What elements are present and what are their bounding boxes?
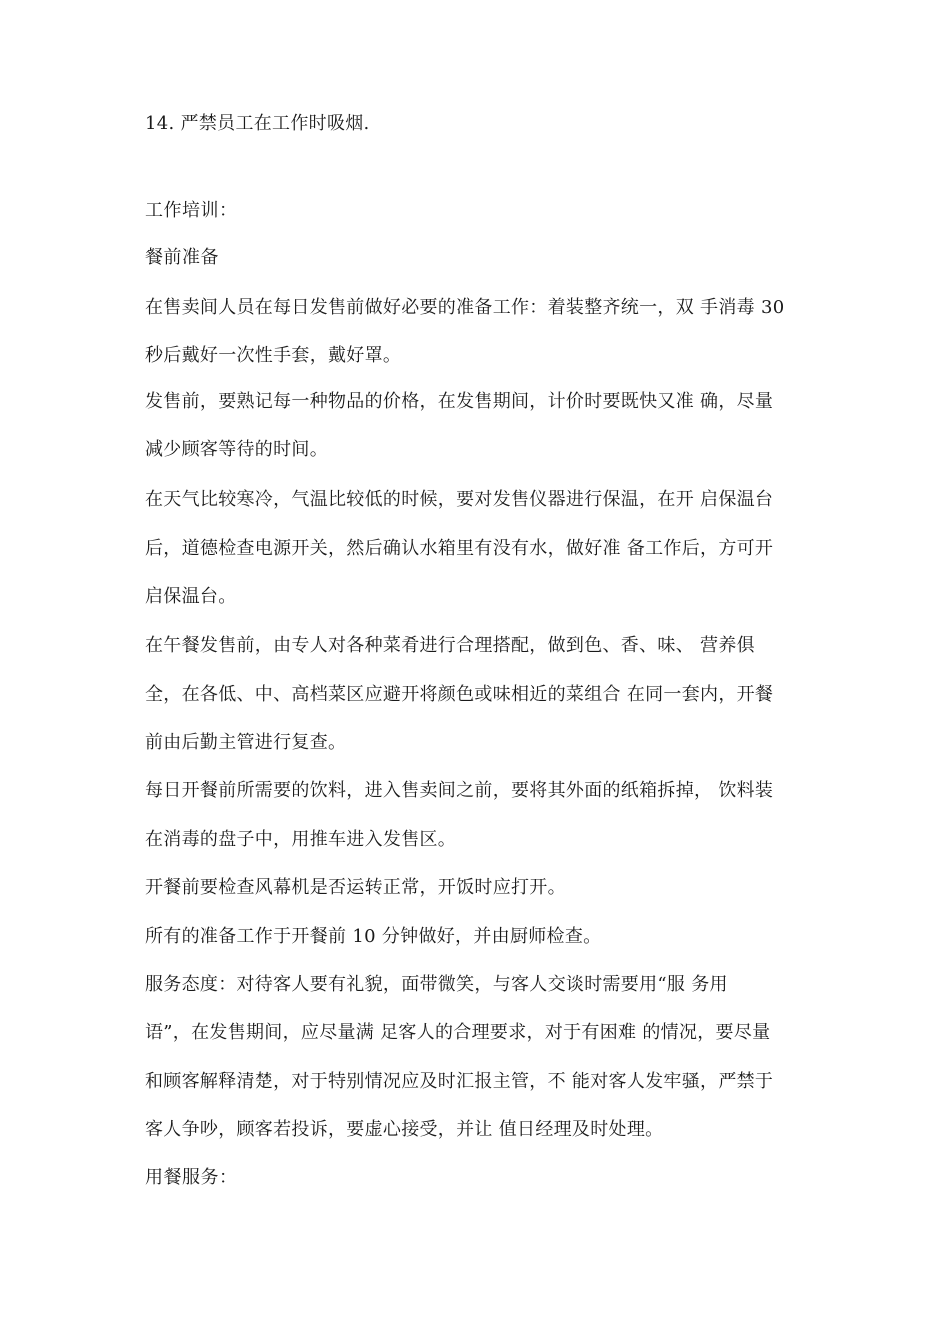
paragraph-4-line-1: 在午餐发售前，由专人对各种菜肴进行合理搭配，做到色、香、味、 营养俱	[145, 635, 755, 656]
rule-item-14: 14. 严禁员工在工作时吸烟.	[145, 113, 370, 134]
section-heading-training: 工作培训：	[145, 200, 238, 221]
section-heading-preparation: 餐前准备	[145, 247, 219, 268]
section-heading-dining-service: 用餐服务：	[145, 1167, 238, 1188]
paragraph-5-line-1: 每日开餐前所需要的饮料，进入售卖间之前，要将其外面的纸箱拆掉， 饮料装	[145, 780, 774, 801]
paragraph-4-line-2: 全，在各低、中、高档菜区应避开将颜色或味相近的菜组合 在同一套内，开餐	[145, 684, 774, 705]
paragraph-3-line-2: 后，道德检查电源开关，然后确认水箱里有没有水，做好准 备工作后，方可开	[145, 538, 774, 559]
paragraph-2-line-2: 减少顾客等待的时间。	[145, 439, 328, 460]
paragraph-3-line-3: 启保温台。	[145, 586, 237, 607]
paragraph-3-line-1: 在天气比较寒冷，气温比较低的时候，要对发售仪器进行保温，在开 启保温台	[145, 489, 774, 510]
paragraph-2-line-1: 发售前，要熟记每一种物品的价格，在发售期间，计价时要既快又准 确，尽量	[145, 391, 774, 412]
paragraph-8-line-2: 语”，在发售期间，应尽量满 足客人的合理要求，对于有困难 的情况，要尽量	[145, 1022, 771, 1043]
paragraph-7-line-1: 所有的准备工作于开餐前 10 分钟做好，并由厨师检查。	[145, 926, 602, 947]
paragraph-8-line-3: 和顾客解释清楚，对于特别情况应及时汇报主管，不 能对客人发牢骚，严禁于	[145, 1071, 774, 1092]
paragraph-6-line-1: 开餐前要检查风幕机是否运转正常，开饭时应打开。	[145, 877, 566, 898]
paragraph-8-line-1: 服务态度：对待客人要有礼貌，面带微笑，与客人交谈时需要用“服 务用	[145, 974, 728, 995]
paragraph-1-line-2: 秒后戴好一次性手套，戴好罩。	[145, 345, 402, 366]
paragraph-8-line-4: 客人争吵，顾客若投诉，要虚心接受，并让 值日经理及时处理。	[145, 1119, 664, 1140]
paragraph-4-line-3: 前由后勤主管进行复查。	[145, 732, 347, 753]
paragraph-1-line-1: 在售卖间人员在每日发售前做好必要的准备工作：着装整齐统一，双 手消毒 30	[145, 297, 785, 318]
paragraph-5-line-2: 在消毒的盘子中，用推车进入发售区。	[145, 829, 457, 850]
